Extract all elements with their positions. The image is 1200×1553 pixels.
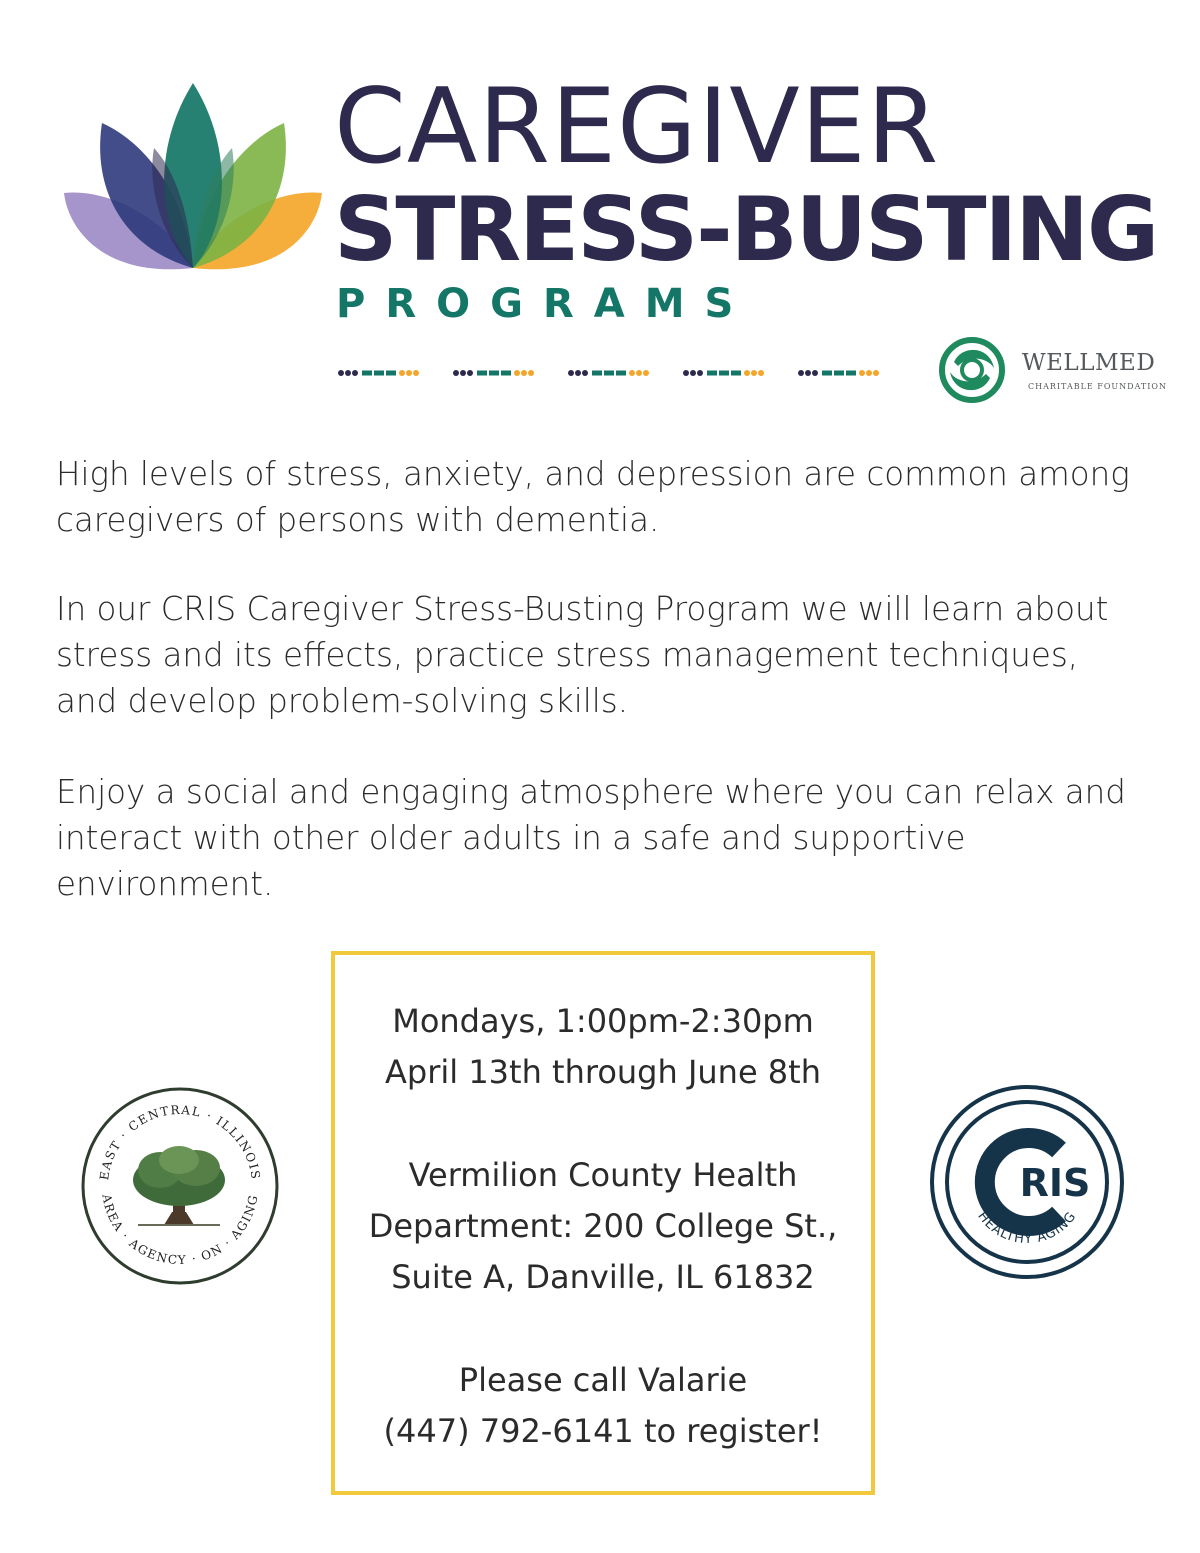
location-line-3: Suite A, Danville, IL 61832 bbox=[391, 1258, 815, 1296]
dates-text: April 13th through June 8th bbox=[385, 1053, 821, 1091]
title-caregiver: CAREGIVER bbox=[334, 67, 940, 187]
contact-phone: (447) 792-6141 to register! bbox=[383, 1412, 823, 1450]
program-paragraph: In our CRIS Caregiver Stress-Busting Program we will learn about stress and its effects, practice stress management techniques, and develop problem-solving skills. bbox=[56, 590, 1109, 720]
event-info-box bbox=[331, 951, 875, 1495]
wellmed-logo-icon bbox=[936, 336, 1012, 404]
contact-line-1: Please call Valarie bbox=[458, 1361, 748, 1399]
lotus-logo bbox=[62, 78, 324, 278]
cris-healthy-aging-logo bbox=[927, 1082, 1127, 1282]
location-line-1: Vermilion County Health bbox=[408, 1156, 798, 1194]
title-programs: PROGRAMS bbox=[336, 281, 754, 327]
cris-wordmark: RIS bbox=[1019, 1161, 1091, 1205]
svg-text:EAST · CENTRAL · ILLINOIS: EAST · CENTRAL · ILLINOIS bbox=[97, 1102, 263, 1182]
atmosphere-paragraph: Enjoy a social and engaging atmosphere where you can relax and interact with other older adults in a safe and supportive environment. bbox=[56, 773, 1126, 903]
svg-text:HEALTHY AGING: HEALTHY AGING bbox=[974, 1208, 1080, 1248]
agency-seal-logo bbox=[78, 1084, 282, 1288]
decorative-divider bbox=[336, 366, 924, 380]
wellmed-name: WELLMED bbox=[1022, 350, 1156, 376]
title-stress-busting: STRESS-BUSTING bbox=[334, 178, 1158, 281]
schedule-text: Mondays, 1:00pm-2:30pm bbox=[392, 1002, 814, 1040]
location-line-2: Department: 200 College St., bbox=[368, 1207, 838, 1245]
intro-paragraph: High levels of stress, anxiety, and depression are common among caregivers of persons with dementia. bbox=[56, 455, 1130, 539]
wellmed-subtitle: CHARITABLE FOUNDATION bbox=[1028, 382, 1167, 391]
svg-text:AREA · AGENCY · ON · AGING: AREA · AGENCY · ON · AGING bbox=[99, 1192, 261, 1268]
